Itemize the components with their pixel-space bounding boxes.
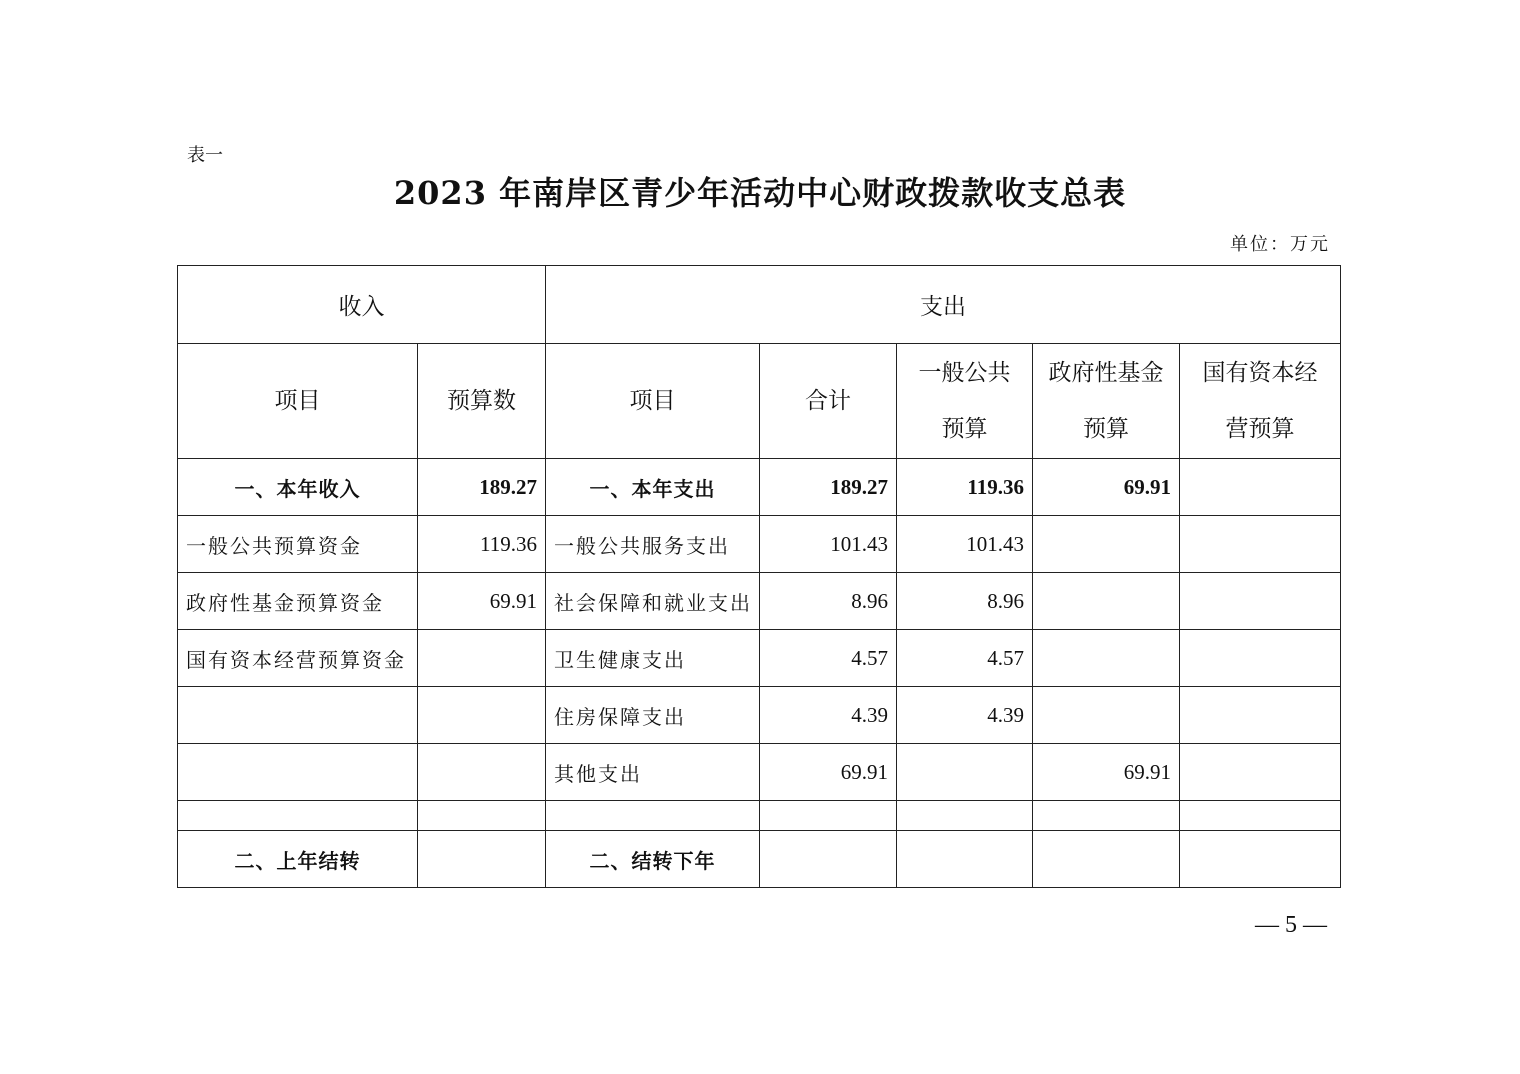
col-state-capital bbox=[1180, 344, 1341, 459]
income-item-cell: 国有资本经营预算资金 bbox=[178, 630, 418, 687]
col-total: 合计 bbox=[760, 344, 897, 459]
expense-item-cell: 一、本年支出 bbox=[546, 459, 760, 516]
total-cell: 69.91 bbox=[760, 744, 897, 801]
group-header-row bbox=[178, 266, 1341, 344]
state-capital-cell bbox=[1180, 516, 1341, 573]
col-general-public-line2: 预算 bbox=[941, 416, 988, 442]
general-public-cell: 4.57 bbox=[897, 630, 1033, 687]
general-public-cell: 4.39 bbox=[897, 687, 1033, 744]
gov-fund-cell bbox=[1033, 801, 1180, 831]
income-item-cell: 一般公共预算资金 bbox=[178, 516, 418, 573]
income-item-cell: 二、上年结转 bbox=[178, 831, 418, 888]
col-state-capital-line1: 国有资本经 bbox=[1202, 360, 1318, 386]
table-row bbox=[178, 516, 1341, 573]
state-capital-cell bbox=[1180, 801, 1341, 831]
general-public-cell bbox=[897, 801, 1033, 831]
expense-item-cell: 二、结转下年 bbox=[546, 831, 760, 888]
col-gov-fund bbox=[1033, 344, 1180, 459]
expense-group-header: 支出 bbox=[546, 266, 1341, 344]
state-capital-cell bbox=[1180, 831, 1341, 888]
unit-note: 单位：万元 bbox=[1230, 234, 1330, 255]
general-public-cell bbox=[897, 831, 1033, 888]
expense-item-cell bbox=[546, 801, 760, 831]
table-row bbox=[178, 630, 1341, 687]
page-number: — 5 — bbox=[1255, 912, 1327, 938]
general-public-cell: 101.43 bbox=[897, 516, 1033, 573]
general-public-cell: 8.96 bbox=[897, 573, 1033, 630]
income-item-cell: 政府性基金预算资金 bbox=[178, 573, 418, 630]
col-income-item: 项目 bbox=[178, 344, 418, 459]
total-cell bbox=[760, 801, 897, 831]
gov-fund-cell bbox=[1033, 831, 1180, 888]
col-expense-item: 项目 bbox=[546, 344, 760, 459]
table-row bbox=[178, 687, 1341, 744]
income-group-header: 收入 bbox=[178, 266, 546, 344]
income-budget-cell bbox=[418, 831, 546, 888]
income-budget-cell: 69.91 bbox=[418, 573, 546, 630]
budget-table bbox=[177, 265, 1341, 888]
table-row bbox=[178, 801, 1341, 831]
expense-item-cell: 一般公共服务支出 bbox=[546, 516, 760, 573]
column-header-row bbox=[178, 344, 1341, 459]
income-item-cell bbox=[178, 687, 418, 744]
total-cell bbox=[760, 831, 897, 888]
state-capital-cell bbox=[1180, 744, 1341, 801]
state-capital-cell bbox=[1180, 630, 1341, 687]
expense-item-cell: 其他支出 bbox=[546, 744, 760, 801]
income-item-cell: 一、本年收入 bbox=[178, 459, 418, 516]
gov-fund-cell: 69.91 bbox=[1033, 459, 1180, 516]
total-cell: 8.96 bbox=[760, 573, 897, 630]
col-general-public bbox=[897, 344, 1033, 459]
table-row bbox=[178, 459, 1341, 516]
gov-fund-cell bbox=[1033, 630, 1180, 687]
table-row bbox=[178, 831, 1341, 888]
col-gov-fund-line1: 政府性基金 bbox=[1048, 360, 1164, 386]
total-cell: 4.57 bbox=[760, 630, 897, 687]
state-capital-cell bbox=[1180, 459, 1341, 516]
general-public-cell bbox=[897, 744, 1033, 801]
income-budget-cell bbox=[418, 687, 546, 744]
income-item-cell bbox=[178, 801, 418, 831]
page-title: 2023 年南岸区青少年活动中心财政拨款收支总表 bbox=[393, 174, 1127, 212]
col-gov-fund-line2: 预算 bbox=[1083, 416, 1129, 442]
gov-fund-cell: 69.91 bbox=[1033, 744, 1180, 801]
gov-fund-cell bbox=[1033, 573, 1180, 630]
table-row bbox=[178, 744, 1341, 801]
table-row bbox=[178, 573, 1341, 630]
expense-item-cell: 住房保障支出 bbox=[546, 687, 760, 744]
general-public-cell: 119.36 bbox=[897, 459, 1033, 516]
state-capital-cell bbox=[1180, 573, 1341, 630]
total-cell: 189.27 bbox=[760, 459, 897, 516]
income-budget-cell: 119.36 bbox=[418, 516, 546, 573]
total-cell: 101.43 bbox=[760, 516, 897, 573]
state-capital-cell bbox=[1180, 687, 1341, 744]
col-income-budget: 预算数 bbox=[418, 344, 546, 459]
income-budget-cell bbox=[418, 744, 546, 801]
gov-fund-cell bbox=[1033, 687, 1180, 744]
gov-fund-cell bbox=[1033, 516, 1180, 573]
col-state-capital-line2: 营预算 bbox=[1225, 416, 1295, 442]
expense-item-cell: 卫生健康支出 bbox=[546, 630, 760, 687]
col-general-public-line1: 一般公共 bbox=[918, 360, 1011, 386]
income-budget-cell bbox=[418, 801, 546, 831]
expense-item-cell: 社会保障和就业支出 bbox=[546, 573, 760, 630]
income-item-cell bbox=[178, 744, 418, 801]
total-cell: 4.39 bbox=[760, 687, 897, 744]
table-label: 表一 bbox=[187, 145, 223, 166]
income-budget-cell bbox=[418, 630, 546, 687]
income-budget-cell: 189.27 bbox=[418, 459, 546, 516]
